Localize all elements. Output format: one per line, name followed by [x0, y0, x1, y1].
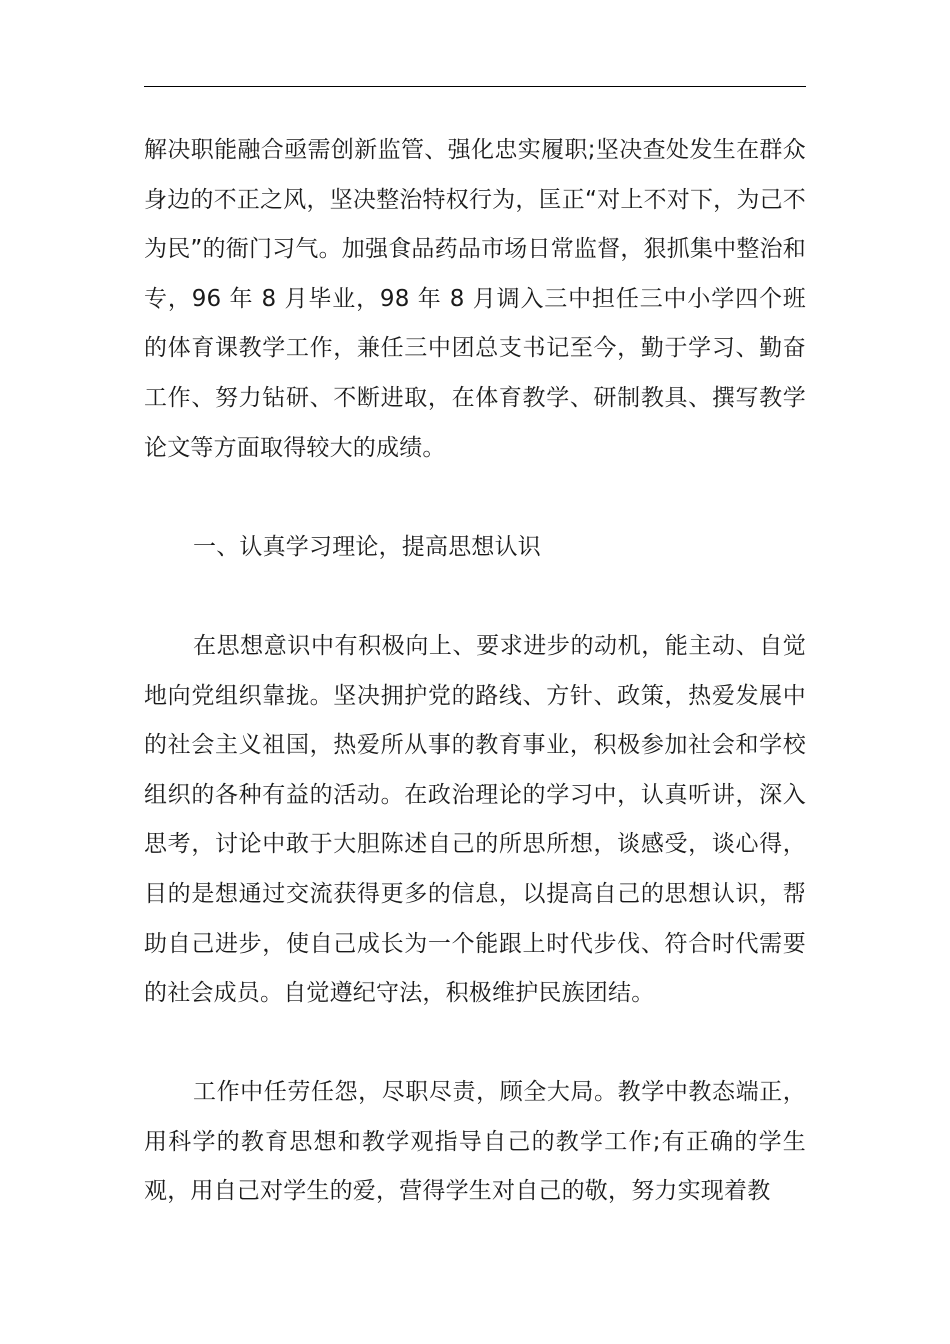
- paragraph-ideology: 在思想意识中有积极向上、要求进步的动机，能主动、自觉地向党组织靠拢。坚决拥护党的路线、方针、政策，热爱发展中的社会主义祖国，热爱所从事的教育事业，积极参加社会和学校组织的各种有益的活动。在政治理论的学习中，认真听讲，深入思考，讨论中敢于大胆陈述自己的所思所想，谈感受，谈心得，目的是想通过交流获得更多的信息，以提高自己的思想认识，帮助自己进步，使自己成长为一个能跟上时代步伐、符合时代需要的社会成员。自觉遵纪守法，积极维护民族团结。: [144, 632, 806, 1007]
- section-heading: 一、认真学习理论，提高思想认识: [193, 533, 541, 560]
- paragraph-continuation: 解决职能融合亟需创新监管、强化忠实履职;坚决查处发生在群众身边的不正之风，坚决整治特权行为，匡正“对上不对下，为己不为民”的衙门习气。加强食品药品市场日常监督，狠抓集中整治和专，96 年 8 月毕业，98 年 8 月调入三中担任三中小学四个班的体育课教学工作，兼任三中团总支书记至今，勤于学习、勤奋工作、努力钻研、不断进取，在体育教学、研制教具、撰写教学论文等方面取得较大的成绩。: [144, 137, 806, 461]
- header-rule: [144, 86, 806, 87]
- document-body: [144, 126, 806, 1217]
- paragraph-spacer: [144, 473, 806, 523]
- paragraph-spacer: [144, 572, 806, 622]
- paragraph-spacer: [144, 1019, 806, 1069]
- paragraph-work: 工作中任劳任怨，尽职尽责，顾全大局。教学中教态端正，用科学的教育思想和教学观指导自己的教学工作;有正确的学生观，用自己对学生的爱，营得学生对自己的敬，努力实现着教: [144, 1079, 806, 1205]
